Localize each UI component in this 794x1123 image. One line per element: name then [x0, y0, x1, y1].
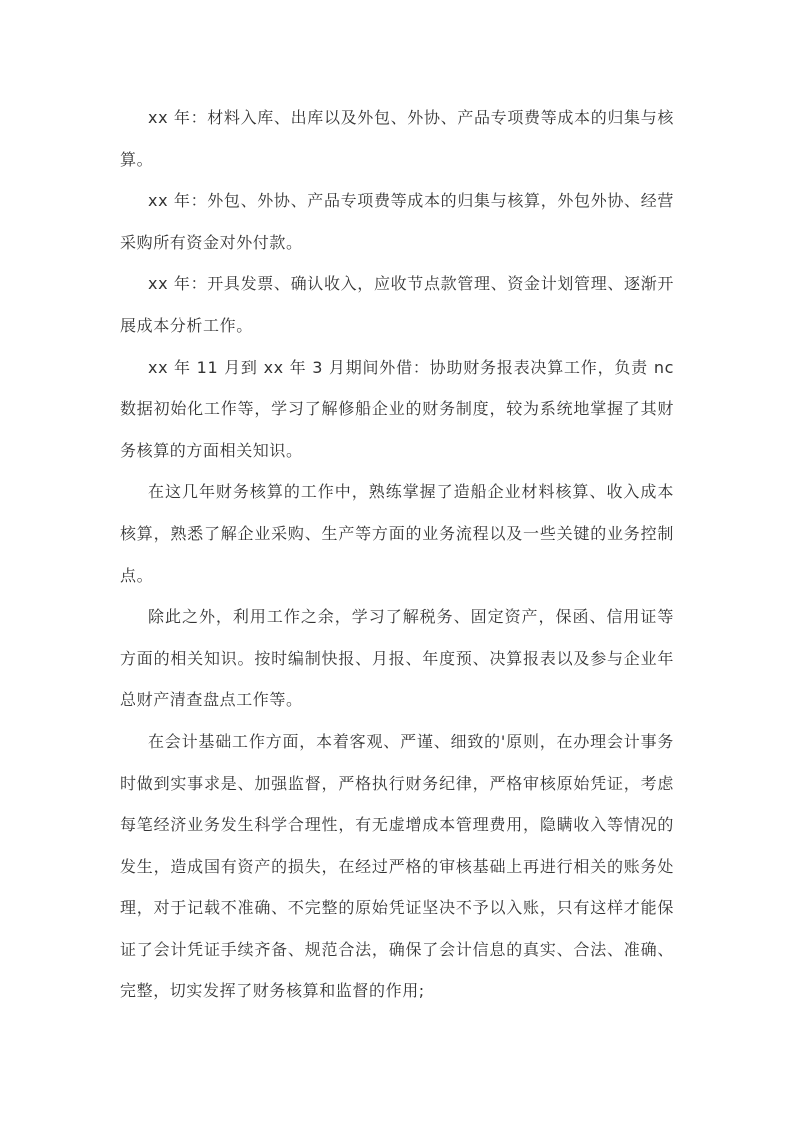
- document-body: [120, 97, 674, 1012]
- paragraph-6: 除此之外，利用工作之余，学习了解税务、固定资产，保函、信用证等方面的相关知识。按时编制快报、月报、年度预、决算报表以及参与企业年总财产清查盘点工作等。: [120, 607, 674, 710]
- paragraph-2: xx 年：外包、外协、产品专项费等成本的归集与核算，外包外协、经营采购所有资金对外付款。: [120, 191, 674, 252]
- paragraph-1: xx 年：材料入库、出库以及外包、外协、产品专项费等成本的归集与核算。: [120, 108, 674, 169]
- paragraph-3: xx 年：开具发票、确认收入，应收节点款管理、资金计划管理、逐渐开展成本分析工作。: [120, 274, 674, 335]
- paragraph-4: xx 年 11 月到 xx 年 3 月期间外借：协助财务报表决算工作，负责 nc 数据初始化工作等，学习了解修船企业的财务制度，较为系统地掌握了其财务核算的方面相关知识。: [120, 357, 674, 460]
- paragraph-5: 在这几年财务核算的工作中，熟练掌握了造船企业材料核算、收入成本核算，熟悉了解企业采购、生产等方面的业务流程以及一些关键的业务控制点。: [120, 482, 674, 585]
- paragraph-7: 在会计基础工作方面，本着客观、严谨、细致的'原则，在办理会计事务时做到实事求是、加强监督，严格执行财务纪律，严格审核原始凭证，考虑每笔经济业务发生科学合理性，有无虚增成本管理费用，隐瞒收入等情况的发生，造成国有资产的损失，在经过严格的审核基础上再进行相关的账务处理，对于记载不准确、不完整的原始凭证坚决不予以入账，只有这样才能保证了会计凭证手续齐备、规范合法，确保了会计信息的真实、合法、准确、完整，切实发挥了财务核算和监督的作用;: [120, 731, 674, 1001]
